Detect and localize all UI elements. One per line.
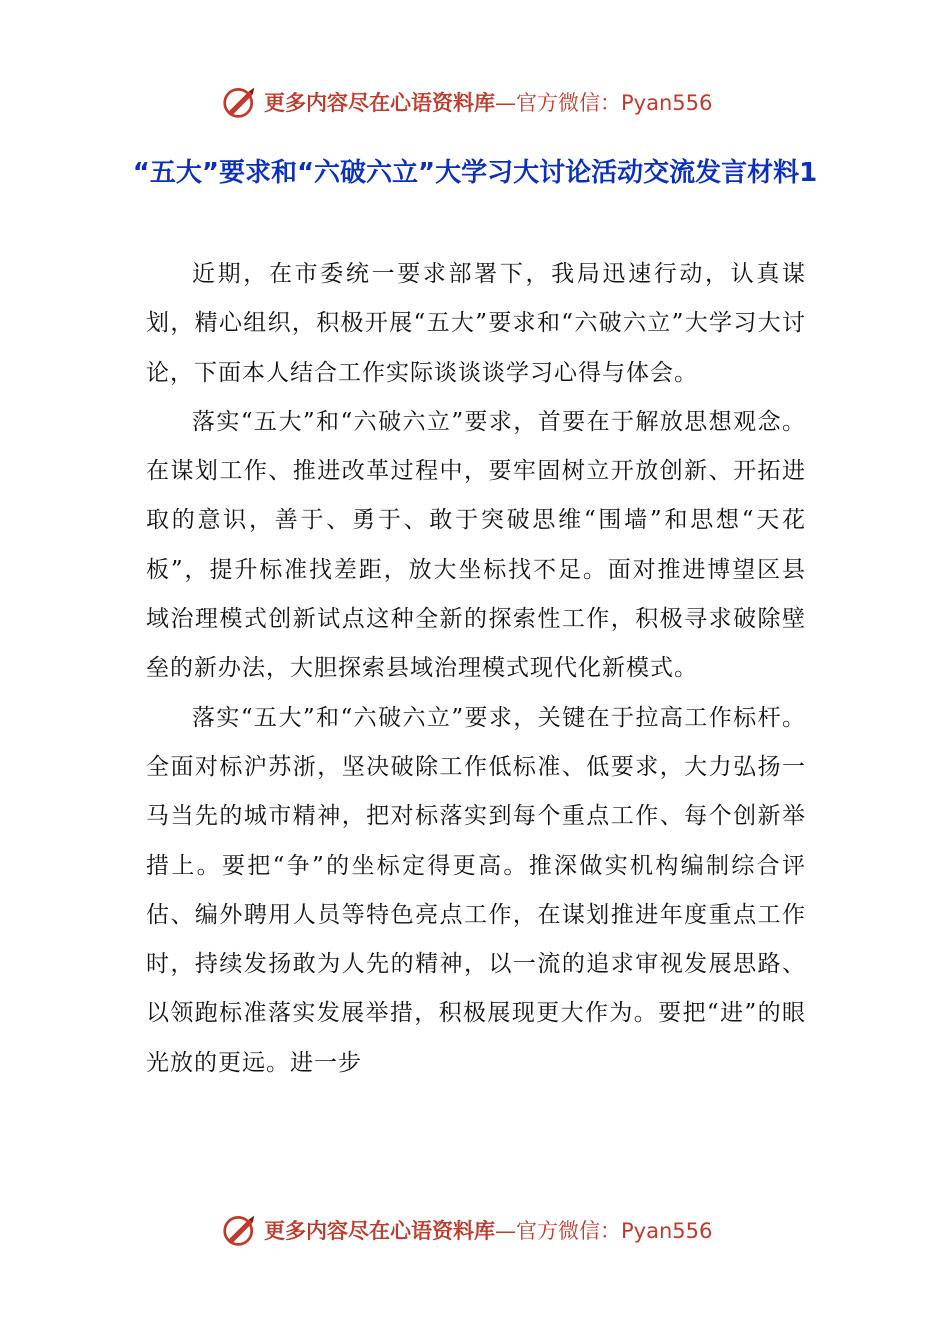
watermark-banner-bottom xyxy=(0,1210,950,1250)
watermark-banner-top xyxy=(0,82,950,122)
watermark-main-text: 更多内容尽在心语资料库 xyxy=(264,90,495,115)
paragraph: 近期，在市委统一要求部署下，我局迅速行动，认真谋划，精心组织，积极开展“五大”要求和“六破六立”大学习大讨论，下面本人结合工作实际谈谈谈学习心得与体会。 xyxy=(146,261,806,386)
paragraph: 落实“五大”和“六破六立”要求，首要在于解放思想观念。在谋划工作、推进改革过程中，要牢固树立开放创新、开拓进取的意识，善于、勇于、敢于突破思维“围墙”和思想“天花板”，提升标准找差距，放大坐标找不足。面对推进博望区县域治理模式创新试点这种全新的探索性工作，积极寻求破除壁垒的新办法，大胆探索县域治理模式现代化新模式。 xyxy=(146,408,806,682)
watermark-main-text: 更多内容尽在心语资料库 xyxy=(264,1218,495,1243)
watermark-tail-text: —官方微信：Pyan556 xyxy=(495,1219,713,1243)
document-body xyxy=(146,250,806,1088)
paragraph: 落实“五大”和“六破六立”要求，关键在于拉高工作标杆。全面对标沪苏浙，坚决破除工作低标准、低要求，大力弘扬一马当先的城市精神，把对标落实到每个重点工作、每个创新举措上。要把“争”的坐标定得更高。推深做实机构编制综合评估、编外聘用人员等特色亮点工作，在谋划推进年度重点工作时，持续发扬敢为人先的精神，以一流的追求审视发展思路、以领跑标准落实发展举措，积极展现更大作为。要把“进”的眼光放的更远。进一步 xyxy=(146,704,806,1076)
pen-logo-icon xyxy=(222,1212,258,1248)
watermark-tail-text: —官方微信：Pyan556 xyxy=(495,91,713,115)
document-title: “五大”要求和“六破六立”大学习大讨论活动交流发言材料1 xyxy=(132,158,818,188)
pen-logo-icon xyxy=(222,84,258,120)
